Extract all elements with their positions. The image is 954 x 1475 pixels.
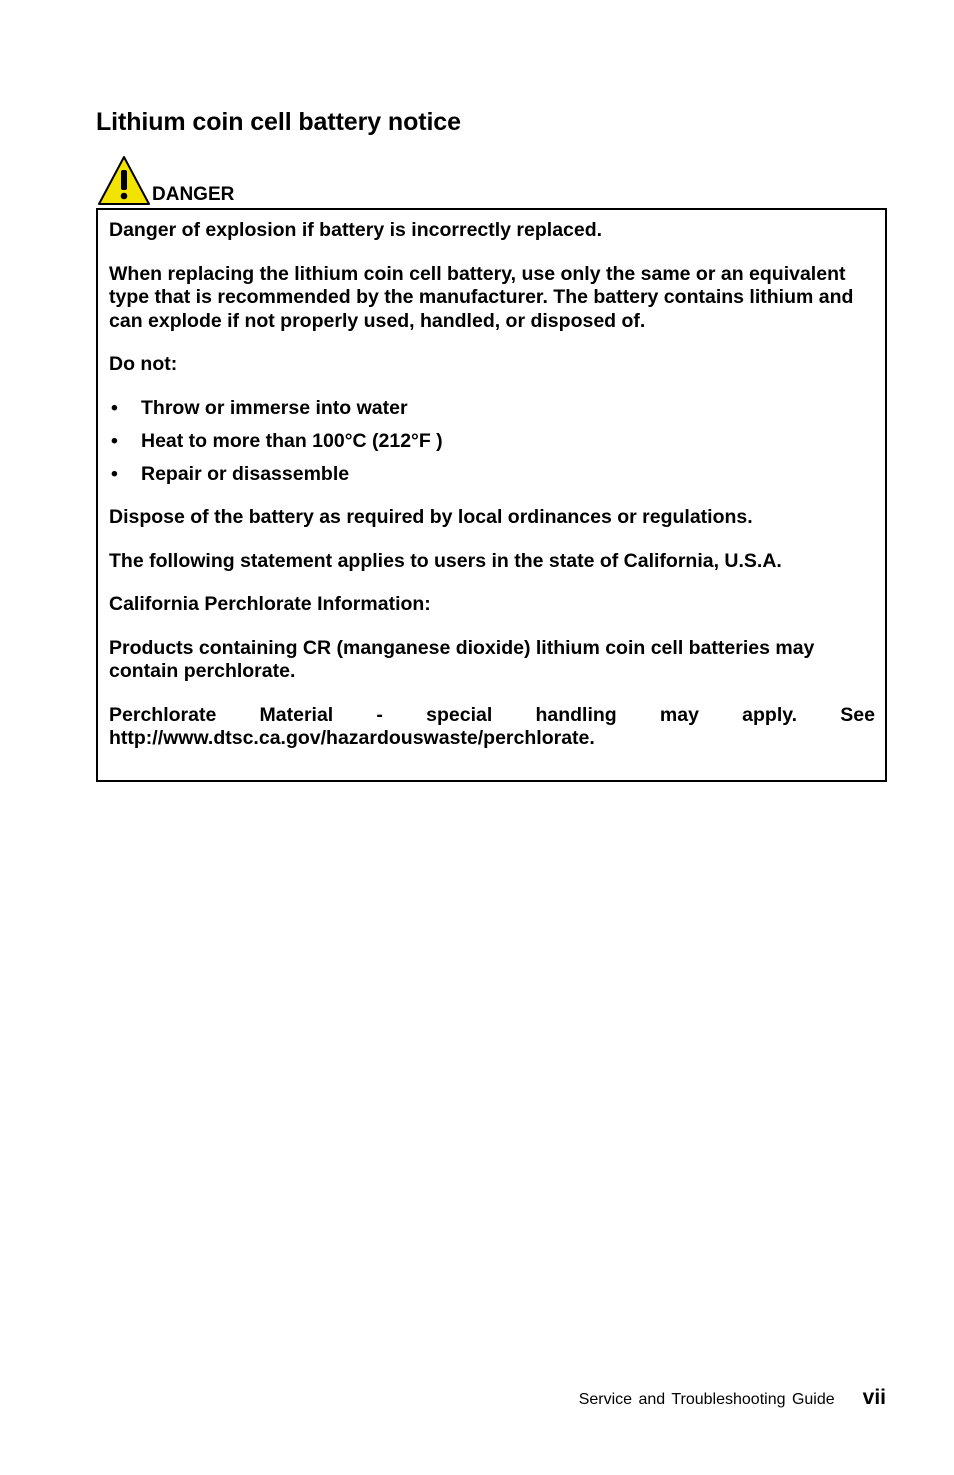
perchlorate-heading: California Perchlorate Information: — [109, 593, 431, 615]
do-not-heading: Do not: — [109, 353, 178, 375]
list-item — [109, 463, 875, 487]
footer-title: Service and Troubleshooting Guide — [578, 1391, 835, 1408]
do-not-list — [109, 397, 875, 487]
list-item-text: Heat to more than 100°C (212°F ) — [141, 429, 443, 452]
danger-notice-box — [96, 208, 887, 782]
page-title: Lithium coin cell battery notice — [96, 108, 461, 136]
list-item — [109, 430, 875, 454]
california-statement: The following statement applies to users in the state of California, U.S.A. — [109, 549, 782, 572]
danger-label: DANGER — [152, 184, 235, 205]
bullet: • — [111, 462, 118, 485]
replacement-instructions: When replacing the lithium coin cell battery, use only the same or an equivalent type that is recommended by the manufacturer. The battery contains lithium and can explode if not properly used, handled, or disposed of. — [109, 262, 854, 332]
list-item-text: Throw or immerse into water — [141, 396, 408, 419]
perchlorate-products: Products containing CR (manganese dioxide) lithium coin cell batteries may contain perchlorate. — [109, 636, 815, 682]
list-item — [109, 397, 875, 421]
perchlorate-handling: Perchlorate Material - special handling may apply. See http://www.dtsc.ca.gov/hazardouswaste/perchlorate. — [109, 703, 875, 749]
explosion-warning: Danger of explosion if battery is incorrectly replaced. — [109, 219, 603, 241]
list-item-text: Repair or disassemble — [141, 462, 350, 485]
page-number: vii — [862, 1386, 886, 1409]
page-footer — [579, 1386, 886, 1410]
bullet: • — [111, 396, 118, 419]
danger-header — [97, 151, 234, 207]
bullet: • — [111, 429, 118, 452]
warning-triangle-icon — [97, 155, 151, 207]
disposal-instructions: Dispose of the battery as required by local ordinances or regulations. — [109, 506, 753, 528]
